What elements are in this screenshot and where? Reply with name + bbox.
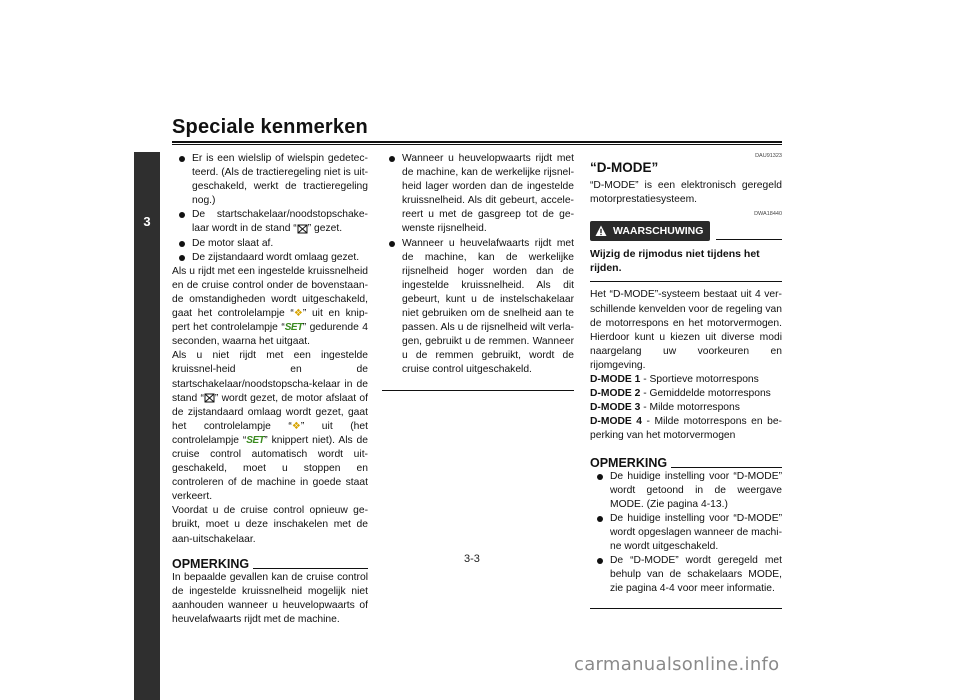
note-text: In bepaalde gevallen kan de cruise control de ingestelde kruissnelheid mogelijk niet aanhouden wanneer u heuvelopwaarts of heuvelafwaarts rijdt met de machine.	[172, 571, 368, 625]
list-item: De huidige instelling voor “D-MODE” wordt getoond in de weergave MODE. (Zie pagina 4-13.)	[590, 470, 782, 512]
header-rule-thin	[172, 144, 782, 145]
page-title: Speciale kenmerken	[172, 116, 368, 138]
paragraph: Voordat u de cruise control opnieuw ge-bruikt, moet u deze inschakelen met de aan-uitschakelaar.	[172, 505, 368, 545]
warning-text: Wijzig de rijmodus niet tijdens het rijden.	[590, 248, 760, 275]
column-left	[172, 152, 368, 627]
mode-item: D-MODE 1 - Sportieve motorrespons	[590, 374, 759, 386]
header-rule	[172, 141, 782, 143]
paragraph: “D-MODE” is een elektronisch geregeld motorprestatiesysteem.	[590, 180, 782, 206]
column-middle	[382, 152, 574, 391]
section-end-rule	[590, 608, 782, 609]
list-item: De “D-MODE” wordt geregeld met behulp van de schakelaars MODE, zie pagina 4-4 voor meer informatie.	[590, 554, 782, 596]
list-item: Wanneer u heuvelopwaarts rijdt met de machine, kan de werkelijke rijsnel-heid lager worden dan de ingestelde kruissnelheid. Als dit gebeurt, accele-reert u met de gasgreep tot de ge-wenste rijsnelheid.	[382, 152, 574, 237]
note-list	[590, 470, 782, 597]
cruise-indicator-icon: ❖	[293, 308, 303, 320]
chapter-tab	[134, 152, 160, 700]
cruise-indicator-icon: ❖	[291, 420, 301, 432]
watermark: carmanualsonline.info	[574, 654, 780, 675]
column-right	[590, 152, 782, 609]
warning-rule	[590, 281, 782, 282]
bullet-icon	[389, 241, 395, 247]
chapter-number: 3	[143, 214, 151, 229]
section-title: “D-MODE”	[590, 160, 659, 175]
list-item: Er is een wielslip of wielspin gedetec-teerd. (Als de tractieregeling niet is uit-geschakeld, werkt de tractieregeling nog.)	[172, 152, 368, 208]
reference-code: DWA18440	[754, 211, 782, 218]
note-list	[382, 152, 574, 378]
list-item: De zijstandaard wordt omlaag gezet.	[172, 251, 368, 265]
warning-heading	[590, 221, 782, 241]
list-item: Wanneer u heuvelafwaarts rijdt met de machine, kan de werkelijke rijsnelheid hoger worden dan de ingestelde kruissnelheid. Als dit gebeurt, kunt u de instelschakelaar niet gebruiken om de snelheid aan te passen. Als u de rijsnelheid wilt verla-gen, gebruikt u de remmen. Wanneer u de remmen gebruikt, wordt de cruise control uitgeschakeld.	[382, 237, 574, 378]
note-heading: OPMERKING	[590, 456, 782, 470]
mode-item: D-MODE 3 - Milde motorrespons	[590, 402, 740, 414]
list-item: De startschakelaar/noodstopschake-laar wordt in de stand “ ” gezet.	[172, 208, 368, 236]
list-item: De motor slaat af.	[172, 237, 368, 251]
section-end-rule	[382, 390, 574, 391]
paragraph: Als u niet rijdt met een ingestelde kruissnel-heid en de startschakelaar/noodstopscha-kelaar in de stand “ ” wordt gezet, de motor afslaat of de zijstandaard omlaag wordt gezet, gaat het controlelampje “❖” uit (het controlelampje “SET” knippert niet). Als de cruise control automatisch wordt uit-geschakeld, moet u stoppen en controleren of de machine in goede staat verkeert.	[172, 350, 368, 503]
set-indicator-icon: SET	[246, 434, 265, 446]
page-number: 3-3	[464, 553, 480, 565]
list-item: De huidige instelling voor “D-MODE” wordt opgeslagen wanneer de machi-ne wordt uitgeschakeld.	[590, 512, 782, 554]
bullet-icon	[389, 156, 395, 162]
bullet-icon	[597, 474, 603, 480]
paragraph: Het “D-MODE”-systeem bestaat uit 4 ver-schillende kenvelden voor de regeling van de motorrespons en het motorvermogen. Hierdoor kunt u kiezen uit diverse modi naargelang uw voorkeuren en rijomgeving.	[590, 289, 782, 371]
bullet-icon	[179, 156, 185, 162]
condition-list	[172, 152, 368, 265]
bullet-icon	[597, 558, 603, 564]
bullet-icon	[179, 212, 185, 218]
bullet-icon	[179, 255, 185, 261]
set-indicator-icon: SET	[284, 322, 303, 334]
warning-icon	[595, 225, 607, 237]
mode-item: D-MODE 4 - Milde motorrespons en be-perking van het motorvermogen	[590, 416, 782, 442]
note-heading: OPMERKING	[172, 557, 368, 571]
reference-code: DAU91323	[755, 153, 782, 159]
engine-stop-icon	[204, 393, 215, 403]
engine-stop-icon	[297, 224, 308, 234]
mode-item: D-MODE 2 - Gemiddelde motorrespons	[590, 388, 771, 400]
paragraph: Als u rijdt met een ingestelde kruissnelheid en de cruise control onder de bovenstaan-de omstandigheden wordt uitgeschakeld, gaat het controlelampje “❖” uit en knip-pert het controlelampje “SET” gedurende 4 seconden, waarna het uitgaat.	[172, 265, 368, 348]
mode-list	[590, 373, 782, 443]
bullet-icon	[179, 241, 185, 247]
warning-badge: WAARSCHUWING	[590, 221, 710, 241]
bullet-icon	[597, 516, 603, 522]
